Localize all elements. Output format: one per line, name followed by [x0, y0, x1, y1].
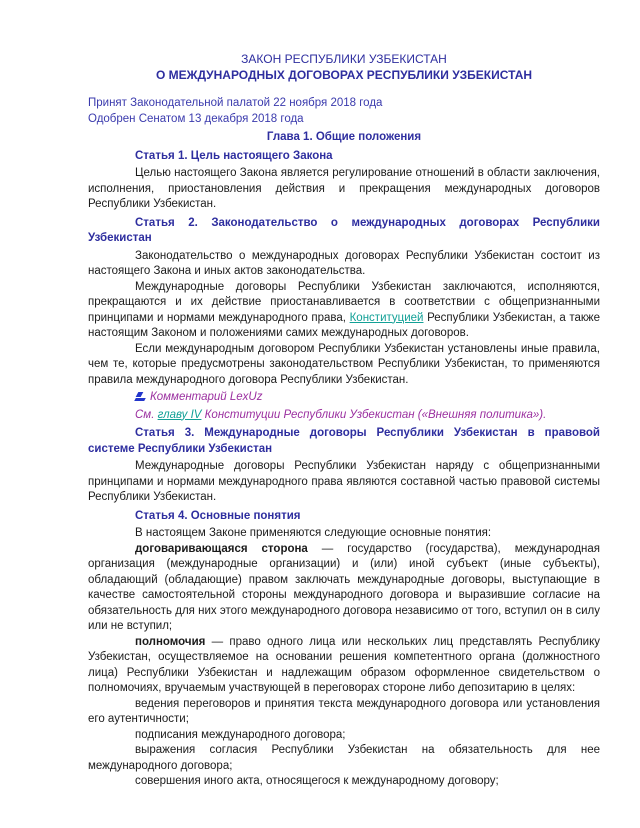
law-document [88, 52, 600, 790]
paragraph: Международные договоры Республики Узбекистан заключаются, исполняются, прекращаются и их действие приостанавливается в соответствии с общепризнанными принципами и нормами международного права, Конституцией Республики Узбекистан, а также настоящим Законом и положениями самих международных договоров. [88, 280, 600, 339]
chapter-iv-link[interactable]: главу IV [157, 408, 202, 421]
article-heading: Статья 1. Цель настоящего Закона [135, 149, 333, 162]
paragraph: В настоящем Законе применяются следующие основные понятия: [135, 527, 492, 539]
comment-title-text: Комментарий LexUz [150, 391, 263, 403]
paragraph: выражения согласия Республики Узбекистан на обязательность для нее международного договора; [88, 744, 600, 772]
document-sections [88, 149, 600, 790]
paragraph: договаривающаяся сторона — государство (государства), международная организация (международные организации) и (или) иной субъект (иные субъекты), обладающий (обладающие) правом заключать международные договоры, выступающие в качестве самостоятельной стороны международного договора и выразившие согласие на обязательность для них этого международного договора независимо от того, вступил он в силу или не вступил; [88, 542, 600, 632]
law-type-title: ЗАКОН РЕСПУБЛИКИ УЗБЕКИСТАН [241, 52, 447, 66]
approved-line: Одобрен Сенатом 13 декабря 2018 года [88, 112, 304, 125]
paragraph: подписания международного договора; [135, 728, 346, 741]
lexuz-comment-title [88, 390, 600, 406]
paragraph: совершения иного акта, относящегося к международному договору; [135, 775, 499, 787]
term-bold: договаривающаяся сторона [135, 542, 308, 555]
article-heading: Статья 2. Законодательство о международных договорах Республики Узбекистан [88, 216, 600, 244]
lexuz-comment-icon [135, 392, 145, 401]
term-bold: полномочия [135, 635, 206, 648]
lexuz-comment-reference: См. главу IV Конституции Республики Узбекистан («Внешняя политика»). [135, 408, 547, 421]
article-heading: Статья 3. Международные договоры Республики Узбекистан в правовой системе Республики Узбекистан [88, 427, 600, 455]
paragraph: Целью настоящего Закона является регулирование отношений в области заключения, исполнения, приостановления действия и прекращения международных договоров Республики Узбекистан. [88, 167, 600, 210]
constitution-link[interactable]: Конституцией [349, 311, 424, 324]
chapter-heading: Глава 1. Общие положения [266, 131, 422, 143]
article-heading: Статья 4. Основные понятия [135, 509, 301, 522]
law-name-title: О МЕЖДУНАРОДНЫХ ДОГОВОРАХ РЕСПУБЛИКИ УЗБЕКИСТАН [155, 67, 533, 82]
paragraph: Законодательство о международных договорах Республики Узбекистан состоит из настоящего Закона и иных актов законодательства. [88, 249, 600, 277]
adopted-line: Принят Законодательной палатой 22 ноября 2018 года [88, 97, 383, 109]
paragraph: Если международным договором Республики Узбекистан установлены иные правила, чем те, которые предусмотрены законодательством Республики Узбекистан, то применяются правила международного договора Республики Узбекистан. [88, 342, 600, 386]
paragraph: Международные договоры Республики Узбекистан наряду с общепризнанными принципами и нормами международного права являются составной частью правовой системы Республики Узбекистан. [88, 460, 600, 503]
paragraph: ведения переговоров и принятия текста международного договора или установления его аутентичности; [88, 697, 600, 725]
paragraph: полномочия — право одного лица или нескольких лиц представлять Республику Узбекистан, осуществляемое на основании решения компетентного органа (должностного лица) Республики Узбекистан и надлежащим образом оформленное свидетельством о полномочиях, вручаемым участвующей в переговорах стороне либо депозитарию в целях: [88, 635, 600, 694]
